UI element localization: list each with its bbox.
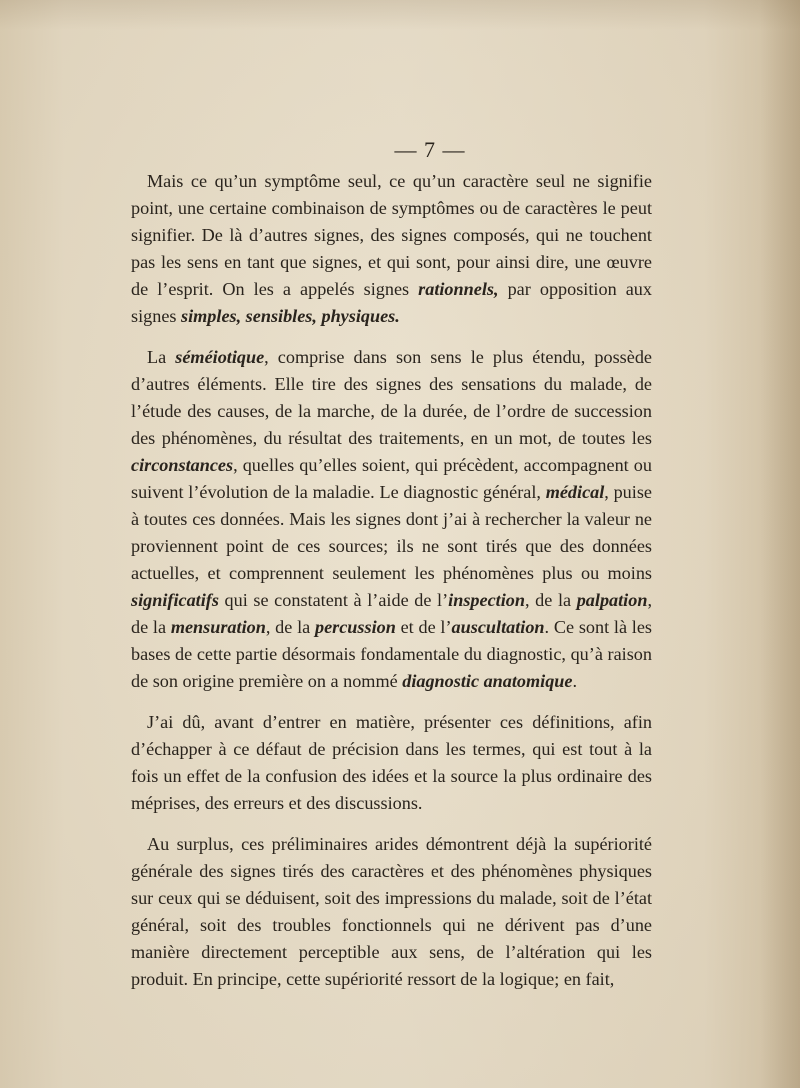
page-right-shadow <box>760 0 800 1088</box>
italic-term: auscultation <box>451 617 545 637</box>
text-run: , quelles qu’elles soient, qui précèdent, accompagnent ou suivent l’évolution de la maladie. Le diagnostic général, <box>131 455 652 502</box>
page-top-shadow <box>0 0 800 30</box>
text-run: . Ce sont là les bases de cette partie désormais fondamentale du diagnostic, qu’à raison de son origine première on a nommé <box>131 617 653 691</box>
italic-term: circonstances <box>131 455 234 475</box>
italic-term: palpation <box>576 590 648 610</box>
text-run: et de l’ <box>395 617 452 637</box>
italic-term: rationnels, <box>418 279 499 299</box>
page-number: — 7 — <box>394 137 466 162</box>
text-run: , de la <box>131 590 652 637</box>
italic-term: inspection <box>448 590 525 610</box>
text-run: , puise à toutes ces données. Mais les signes dont j’ai à rechercher la valeur ne proviennent point de ces sources; ils ne sont tirés que des données actuelles, et comprennent seulement les phénomènes plus ou moins <box>131 482 652 583</box>
text-run: Mais ce qu’un symptôme seul, ce qu’un caractère seul ne signifie point, une certaine combinaison de symptômes ou de caractères le peut signifier. De là d’autres signes, des signes composés, qui ne touchent pas les sens en tant que signes, et qui sont, pour ainsi dire, une œuvre de l’esprit. On les a appelés signes <box>131 171 652 299</box>
italic-term: simples, sensibles, physiques. <box>181 306 400 326</box>
paragraph-1 <box>131 168 652 330</box>
italic-term: médical <box>545 482 605 502</box>
text-run: , de la <box>265 617 315 637</box>
paragraph-4 <box>131 831 652 993</box>
text-run: La <box>147 347 176 367</box>
text-run: . <box>572 671 578 691</box>
paragraph-2 <box>131 344 652 695</box>
italic-term: mensuration <box>170 617 266 637</box>
italic-term: diagnostic anatomique <box>402 671 573 691</box>
italic-term: séméiotique <box>175 347 265 367</box>
italic-term: percussion <box>314 617 396 637</box>
body-text <box>131 168 652 1007</box>
text-run: par opposition aux signes <box>131 279 652 326</box>
text-run: , de la <box>524 590 577 610</box>
paragraph-3 <box>131 709 652 817</box>
italic-term: significatifs <box>131 590 219 610</box>
text-run: qui se constatent à l’aide de l’ <box>218 590 449 610</box>
text-run: , comprise dans son sens le plus étendu, possède d’autres éléments. Elle tire des signes des sensations du malade, de l’étude des causes, de la marche, de la durée, de l’ordre de succession des phénomènes, du résultat des traitements, en un mot, de toutes les <box>131 347 652 448</box>
text-run: Au surplus, ces préliminaires arides démontrent déjà la supériorité générale des signes tirés des caractères et des phénomènes physiques sur ceux qui se déduisent, soit des impressions du malade, soit de l’état général, soit des troubles fonctionnels qui ne dérivent pas d’une manière directement perceptible aux sens, de l’altération qui les produit. En principe, cette supériorité ressort de la logique; en fait, <box>131 834 652 989</box>
text-run: J’ai dû, avant d’entrer en matière, présenter ces définitions, afin d’échapper à ce défaut de précision dans les termes, qui est tout à la fois un effet de la confusion des idées et la source la plus ordinaire des méprises, des erreurs et des discussions. <box>131 712 652 813</box>
